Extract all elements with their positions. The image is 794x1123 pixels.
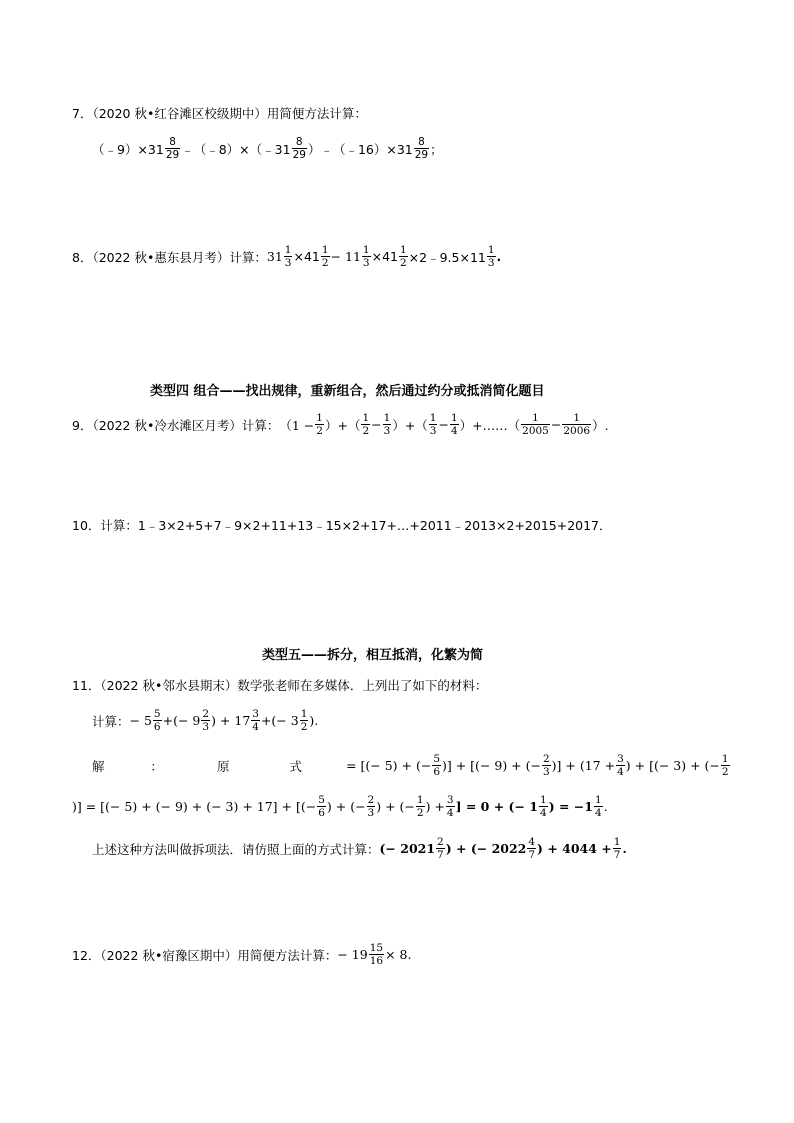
fraction: $\frac{1}{3}$ xyxy=(429,412,437,437)
fraction: $\frac{8}{29}$ xyxy=(165,136,180,161)
fraction: $\frac{3}{4}$ xyxy=(252,708,259,733)
fraction: $\frac{1}{2005}$ xyxy=(522,412,549,437)
fraction: $\frac{3}{4}$ xyxy=(617,753,624,778)
fraction: $\frac{1}{3}$ xyxy=(362,244,370,269)
fraction: $\frac{1}{2}$ xyxy=(300,708,308,733)
section-heading-type-4: 类型四 组合——找出规律，重新组合，然后通过约分或抵消简化题目 xyxy=(150,384,545,399)
fraction: $\frac{1}{3}$ xyxy=(284,244,292,269)
fraction: $\frac{1}{3}$ xyxy=(383,412,391,437)
fraction: $\frac{2}{3}$ xyxy=(367,794,375,819)
fraction: $\frac{1}{3}$ xyxy=(487,244,495,269)
fraction: $\frac{8}{29}$ xyxy=(292,136,306,161)
fraction: $\frac{2}{7}$ xyxy=(437,836,444,861)
question-11-calc: 计算： − 5 $\frac{5}{6}$ +(− 9 $\frac{2}{3}$ ) + 17 $\frac{3}{4}$ +(− 3 $\frac{1}{2}$ ). xyxy=(92,708,319,733)
fraction: $\frac{8}{29}$ xyxy=(414,136,429,161)
fraction: $\frac{4}{7}$ xyxy=(528,836,536,861)
fraction: $\frac{1}{2}$ xyxy=(362,412,370,437)
fraction: $\frac{1}{2}$ xyxy=(321,244,329,269)
fraction: $\frac{3}{4}$ xyxy=(446,794,454,819)
fraction: $\frac{1}{2}$ xyxy=(399,244,407,269)
fraction: $\frac{5}{6}$ xyxy=(153,708,161,733)
section-heading-type-5: 类型五——拆分，相互抵消，化繁为简 xyxy=(262,648,484,663)
fraction: $\frac{1}{4}$ xyxy=(450,412,458,437)
fraction: $\frac{1}{4}$ xyxy=(540,794,547,819)
fraction: $\frac{1}{7}$ xyxy=(613,836,621,861)
question-11-solution-line-1: 解 ： 原 式 = [(− 5) + (− $\frac{5}{6}$ )] + [(− 9) + (− $\frac{2}{3}$ )] + (17 + $\frac{3}{4}$ ) + [(− 3) + (− $\frac{1}{2}$ xyxy=(92,753,729,778)
question-11-solution-line-2: )] = [(− 5) + (− 9) + (− 3) + 17] + [(− $\frac{5}{6}$ ) + (− $\frac{2}{3}$ ) + (− $\frac{1}{2}$ ) + $\frac{3}{4}$ ] = 0 + (− 1 $\frac{1}{4}$ ) = −1 $\frac{1}{4}$ . xyxy=(72,794,608,819)
fraction: $\frac{1}{4}$ xyxy=(594,794,602,819)
fraction: $\frac{1}{2}$ xyxy=(316,412,323,437)
question-7-expression: （﹣9）×31 $\frac{8}{29}$ ﹣（﹣8）×（﹣31 $\frac{8}{29}$ ）﹣（﹣16）×31 $\frac{8}{29}$ ； xyxy=(92,136,443,161)
question-9: 9．（2022 秋•冷水滩区月考）计算： （1 − $\frac{1}{2}$ ）+（ $\frac{1}{2}$ − $\frac{1}{3}$ ）+（ $\frac{1}{3}$ − $\frac{1}{4}$ ）+……（ $\frac{1}{2005}$ − $\frac{1}{2006}$ ）. xyxy=(72,412,609,437)
question-11-label: 11．（2022 秋•邻水县期末）数学张老师在多媒体．上列出了如下的材料： xyxy=(72,678,488,693)
fraction: $\frac{5}{6}$ xyxy=(433,753,440,778)
fraction: $\frac{2}{3}$ xyxy=(542,753,550,778)
fraction: $\frac{1}{2}$ xyxy=(416,794,424,819)
fraction: $\frac{2}{3}$ xyxy=(202,708,210,733)
question-12: 12．（2022 秋•宿豫区期中）用简便方法计算： − 19 $\frac{15}{16}$ × 8. xyxy=(72,942,412,967)
question-8: 8．（2022 秋•惠东县月考）计算： 31 $\frac{1}{3}$ ×41 $\frac{1}{2}$ − 11 $\frac{1}{3}$ ×41 $\frac{1}{2}$ ×2﹣9.5×11 $\frac{1}{3}$ . xyxy=(72,244,502,269)
question-7-label: 7．（2020 秋•红谷滩区校级期中）用简便方法计算： xyxy=(72,106,367,121)
question-10: 10．计算：1﹣3×2+5+7﹣9×2+11+13﹣15×2+17+…+2011﹣2013×2+2015+2017． xyxy=(72,518,612,533)
fraction: $\frac{1}{2006}$ xyxy=(563,412,591,437)
fraction: $\frac{1}{2}$ xyxy=(721,753,729,778)
fraction: $\frac{15}{16}$ xyxy=(369,942,384,967)
fraction: $\frac{5}{6}$ xyxy=(318,794,325,819)
question-11-practice: 上述这种方法叫做拆项法．请仿照上面的方式计算： (− 2021 $\frac{2}{7}$ ) + (− 2022 $\frac{4}{7}$ ) + 4044 + $\frac{1}{7}$ . xyxy=(92,836,627,861)
